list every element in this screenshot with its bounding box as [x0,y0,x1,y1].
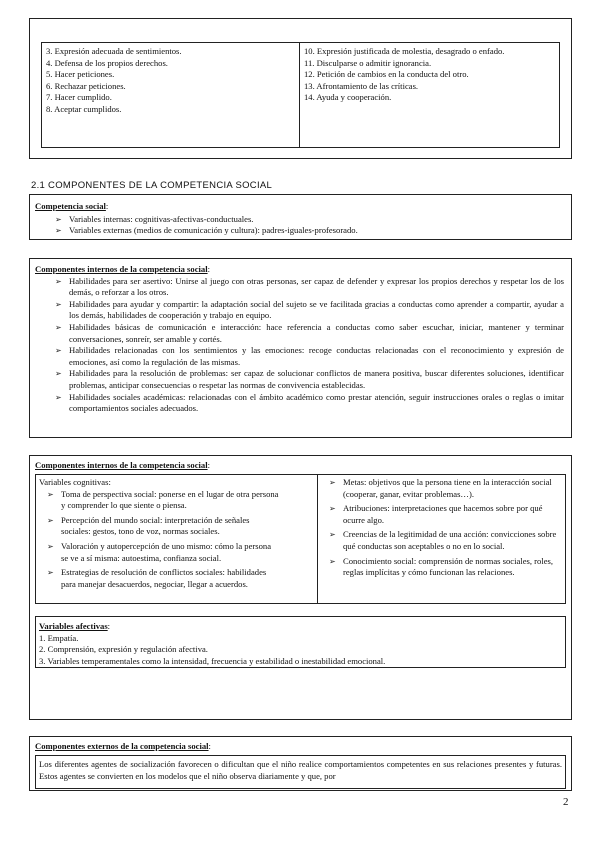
table-item: 11. Disculparse o admitir ignorancia. [304,57,432,68]
list-item: 3. Variables temperamentales como la intensidad, frecuencia y estabilidad o inestabilidad emocional. [39,655,386,666]
table-item: 14. Ayuda y cooperación. [304,92,392,103]
table-item: 5. Hacer peticiones. [46,69,115,80]
table-item: 10. Expresión justificada de molestia, desagrado o enfado. [304,46,505,56]
list-item: ➢ Toma de perspectiva social: ponerse en el lugar de otra persona y comprender lo que siente o piensa. [39,489,279,512]
list-item: ➢ Habilidades básicas de comunicación e interacción: hace referencia a conductas como saber escuchar, iniciar, mantener y terminar conversaciones, sonreír, ser amable y cortés. [35,322,564,345]
list-item: ➢ Percepción del mundo social: interpretación de señales sociales: gestos, tono de voz, normas sociales. [39,515,279,538]
variables-afectivas-title: Variables afectivas [39,621,108,631]
componentes-externos-text: Los diferentes agentes de socialización favorecen o dificultan que el niño realice comportamientos competentes en sus relaciones presentes y futuras. Estos agentes se convierten en los modelos que el niño observa diariamente y que, por [35,755,566,789]
list-item: ➢ Habilidades relacionadas con los sentimientos y las emociones: recoge conductas relacionadas con el reconocimiento y expresión de emociones, así como la regulación de las mismas. [35,345,564,368]
table-item: 7. Hacer cumplido. [46,92,112,103]
list-item: ➢ Variables externas (medios de comunicación y cultura): padres-iguales-profesorado. [35,225,567,237]
variables-afectivas-box: Variables afectivas: 1. Empatía. 2. Comprensión, expresión y regulación afectiva. 3. Variables temperamentales como la intensidad, frecuencia y estabilidad o inestabilidad emocional. [35,616,566,668]
habilidades-list [35,276,564,415]
table-item: 6. Rechazar peticiones. [46,80,126,91]
list-item: ➢ Estrategias de resolución de conflictos sociales: habilidades para manejar desacuerdos, negociar, llegar a acuerdos. [39,567,279,590]
table-item: 8. Aceptar cumplidos. [46,103,122,114]
competencia-list [35,214,567,237]
componentes-externos-box: Componentes externos de la competencia social: Los diferentes agentes de socialización favorecen o dificultan que el niño realice comportamientos competentes en sus relaciones presentes y futuras. Estos agentes se convierten en los modelos que el niño observa diariamente y que, por [29,736,572,791]
list-item: ➢ Atribuciones: interpretaciones que hacemos sobre por qué ocurre algo. [321,503,561,526]
top-table-left-column [42,43,300,147]
list-item: ➢ Habilidades sociales académicas: relacionadas con el ámbito académico como prestar atención, seguir instrucciones orales o reglas o imitar comportamientos sociales adecuados. [35,392,564,415]
variables-cognitivas-table [35,474,566,604]
table-item: 13. Afrontamiento de las críticas. [304,80,419,91]
competencia-social-box: Competencia social: ➢ Variables internas: cognitivas-afectivas-conductuales. ➢ Variables externas (medios de comunicación y cultura): padres-iguales-profesorado. [29,194,572,240]
list-item: ➢ Valoración y autopercepción de uno mismo: cómo la persona se ve a sí misma: autoestima, confianza social. [39,541,279,564]
list-item: ➢ Habilidades para ser asertivo: Unirse al juego con otras personas, ser capaz de defender y expresar los propios derechos y respetar los de los demás, o reforzar a los otros. [35,276,564,299]
list-item: ➢ Metas: objetivos que la persona tiene en la interacción social (cooperar, ganar, evitar problemas…). [321,477,561,500]
box-title: Competencia social [35,201,106,211]
section-heading: 2.1 COMPONENTES DE LA COMPETENCIA SOCIAL [31,180,273,191]
list-item: 2. Comprensión, expresión y regulación afectiva. [39,644,208,655]
list-item: ➢ Variables internas: cognitivas-afectivas-conductuales. [35,214,567,226]
table-item: 12. Petición de cambios en la conducta del otro. [304,69,469,80]
list-item: ➢ Habilidades para la resolución de problemas: ser capaz de solucionar conflictos de manera positiva, buscar diferentes soluciones, identificar problemas, anticipar consecuencias o respetar las normas de convivencia establecidas. [35,368,564,391]
list-item: ➢ Creencias de la legitimidad de una acción: convicciones sobre qué conductas son aceptables o no en lo social. [321,529,561,552]
variables-cognitivas-left [36,475,318,603]
variables-cognitivas-title: Variables cognitivas: [39,477,111,487]
box-title: Componentes externos de la competencia social [35,741,209,751]
top-table [41,42,560,148]
componentes-internos-box-1: Componentes internos de la competencia social: ➢ Habilidades para ser asertivo: Unirse al juego con otras personas, ser capaz de defender y expresar los propios derechos y respetar los de los demás, o reforzar a los otros. ➢ Habilidades para ayudar y compartir: la adaptación social del sujeto se ve facilitada gracias a conductas como aprender a compartir, ayudar a los demás, habilidades de cooperación y trabajo en equipo. ➢ Habilidades básicas de comunicación e interacción: hace referencia a conductas como saber escuchar, iniciar, mantener y terminar conversaciones, sonreír, ser amable y cortés. ➢ Habilidades relacionadas con los sentimientos y las emociones: recoge conductas relacionadas con el reconocimiento y expresión de emociones, así como la regulación de las mismas. ➢ Habilidades para la resolución de problemas: ser capaz de solucionar conflictos de manera positiva, buscar diferentes soluciones, identificar problemas, anticipar consecuencias o respetar las normas de convivencia establecidas. ➢ Habilidades sociales académicas: relacionadas con el ámbito académico como prestar atención, seguir instrucciones orales o reglas o imitar comportamientos sociales adecuados. [29,258,572,438]
top-table-right-column [304,46,558,104]
list-item: ➢ Conocimiento social: comprensión de normas sociales, roles, reglas implícitas y cómo funcionan las relaciones. [321,556,561,579]
page-number: 2 [563,796,569,808]
list-item: ➢ Habilidades para ayudar y compartir: la adaptación social del sujeto se ve facilitada gracias a conductas como aprender a compartir, ayudar a los demás, habilidades de cooperación y trabajo en equipo. [35,299,564,322]
box-title: Componentes internos de la competencia social [35,264,208,274]
top-table-container [29,18,572,159]
list-item: 1. Empatía. [39,632,79,643]
box-title: Componentes internos de la competencia social [35,460,208,470]
variables-cognitivas-right [321,477,561,579]
table-item: 3. Expresión adecuada de sentimientos. [46,46,182,56]
table-item: 4. Defensa de los propios derechos. [46,57,168,68]
componentes-internos-box-2: Componentes internos de la competencia social: Variables cognitivas: ➢ Toma de perspectiva social: ponerse en el lugar de otra persona y comprender lo que siente o piensa. ➢ Percepción del mundo social: interpretación de señales sociales: gestos, tono de voz, normas sociales. ➢ Valoración y autopercepción de uno mismo: cómo la persona se ve a sí misma: autoestima, confianza social. ➢ Estrategias de resolución de conflictos sociales: habilidades para manejar desacuerdos, negociar, llegar a acuerdos. ➢ Metas: objetivos que la persona tiene en la interacción social (cooperar, ganar, evitar problemas…). ➢ Atribuciones: interpretaciones que hacemos sobre por qué ocurre algo. ➢ Creencias de la legitimidad de una acción: convicciones sobre qué conductas son aceptables o no en lo social. ➢ Conocimiento social: comprensión de normas sociales, roles, reglas implícitas y cómo funcionan las relaciones. Variables afectivas: 1. Empatía. 2. Comprensión, expresión y regulación afectiva. 3. Variables temperamentales como la intensidad, frecuencia y estabilidad o inestabilidad emocional. [29,455,572,720]
